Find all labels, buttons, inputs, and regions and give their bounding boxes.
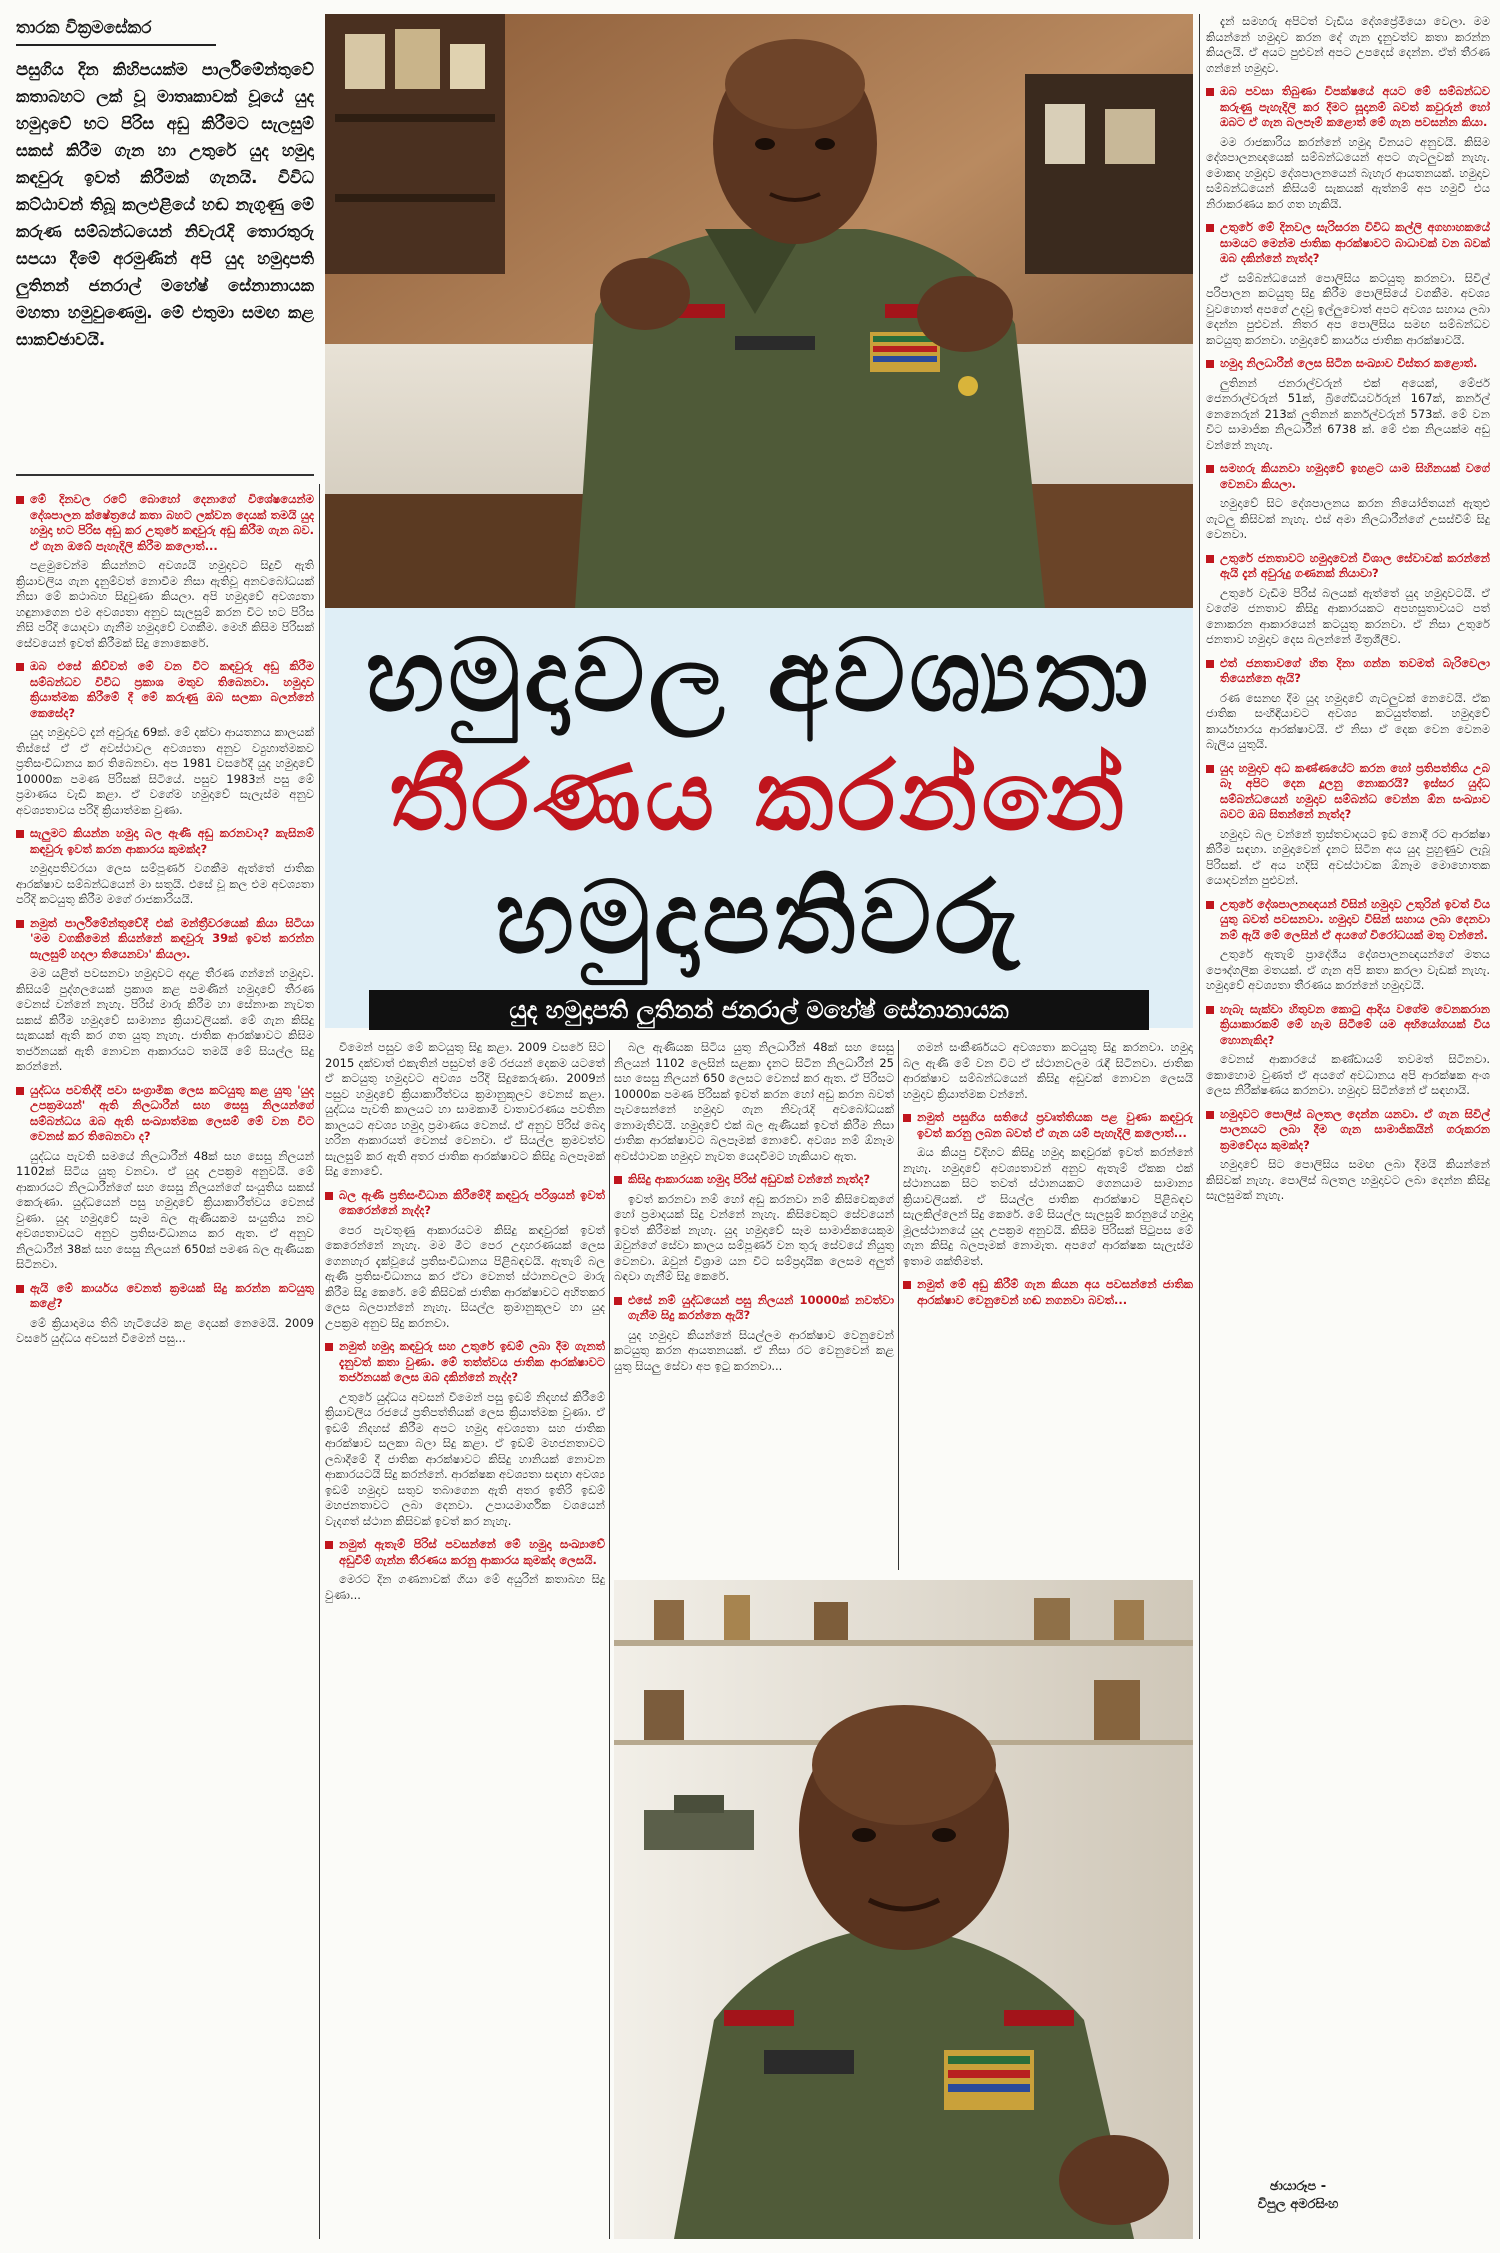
article-column-4 bbox=[903, 1040, 1193, 1570]
answer-paragraph: හමුදාවේ සිට පොලිසිය සමඟ ලබා දීමයි කියන්නේ කිසිවක් නැහැ. පොලිස් බලතල හමුදාවට ලබා දෙන්න කිසිදු සැලසුමක් නැහැ. bbox=[1206, 1157, 1490, 1202]
question-paragraph: නමුත් හමුදා කඳවුරු සහ උතුරේ ඉඩම් ලබා දීම ගැනත් දැනුවත් කතා වුණා. මේ තත්ත්වය ජාතික ආරක්ෂාවට තර්ජනයක් ලෙස ඔබ දකින්නේ නැද්ද? bbox=[325, 1339, 605, 1386]
answer-paragraph: යුද හමුදාව කියන්නේ සියල්ලම ආරක්ෂාව වෙනුවෙන් කටයුතු කරන ආයතනයක්. ඒ නිසා රට වෙනුවෙන් කළ යුතු සියලු සේවා අප ඉටු කරනවා... bbox=[614, 1327, 894, 1373]
answer-paragraph: වීමෙන් පසුව මේ කටයුතු සිදු කළා. 2009 වසරේ සිට 2015 දක්වාත් එකැතින් පසුවත් මේ රජයන් දෙකම යටතේ ඒ කටයුතු හමුදාවට අවශ්‍ය පරිදි සිදුකෙරුණා. 2009න් පසුව හමුදාවේ ක්‍රියාකාරීත්වය ක්‍රමානුකූලව වෙනස් කළා. යුද්ධය පැවති කාලයට හා සාමකාමී වාතාවරණය පවතින කාලයට අවශ්‍ය හමුදා ප්‍රමාණය වෙනස්. ඒ අනුව පිරිස් බෙදා හරින ආකාරයත් වෙනස් වෙනවා. ඒ සියල්ල ක්‍රමවත්ව සැලසුම් කර ඇති අතර ජාතික ආරක්ෂාවට කිසිදු බලපෑමක් සිදු නොවේ. bbox=[325, 1040, 605, 1178]
answer-paragraph: යුද්ධය පැවති සමයේ නිලධාරීන් 48ක් සහ සෙසු නිලයන් 1102ක් සිටිය යුතු වනවා. ඒ යුද උපක්‍රම අනුවයි. මේ ආකාරයට නිලධාරීන්ගේ සහ සෙසු නිලයන්ගේ සංයුතිය සකස් කෙරුණා. යුද්ධයෙන් පසු හමුදාවේ ක්‍රියාකාරීත්වය වෙනස් වුණා. යුද හමුදාවේ සෑම බල ඇණියකම සංයුතිය නව අවශ්‍යතාවයට අනුව ප්‍රතිසංවිධානය කර ඇත. ඒ අනුව නිලධාරීන් 38ක් සහ සෙසු නිලයන් 650ක් පමණ බල ඇණියක සිටිනවා. bbox=[16, 1148, 314, 1271]
headline-line-1: හමුදාවල අවශ්‍යතා bbox=[365, 617, 1153, 734]
question-paragraph: නමුත් පසුගිය සතියේ ප්‍රවෘත්තියක පළ වුණා කඳවුරු ඉවත් කරනු ලබන බවත් ඒ ගැන යම් පැහැදිලි කලොත්... bbox=[903, 1110, 1193, 1141]
answer-paragraph: පළමුවෙන්ම කියන්නට අවශ්‍යයි හමුදාවට සිදුවී ඇති ක්‍රියාවලිය ගැන දැනුම්වත් නොවීම නිසා ඇතිවූ අනවබෝධයක් නිසා මේ කථාබහ සිදුවුණා කියලා. අපි හමුදාවේ අවශ්‍යතා හඳුනාගෙන එම අවශ්‍යතා අනුව සැලසුම් කරන විට භට පිරිස නිසි පරිදි යොදවා ගැනීම හමුදාවේ වගකීම. මෙහි කිසිම පිරිසක් සේවයෙන් ඉවත් කිරීමක් සිදු නොකෙරේ. bbox=[16, 558, 314, 650]
question-paragraph: යුද්ධය පවතිද්දී පවා සංග්‍රාමික ලෙස කටයුතු කළ යුතු 'යුද උපක්‍රමයන්' ඇති නිලධාරීන් සහ සෙසු නිලයන්ගේ සම්බන්ධය ඔබ ඇති සංඛ්‍යාත්මක ලෙසම් මේ වන විට වෙනස් කර තිබෙනවා ද? bbox=[16, 1083, 314, 1145]
answer-paragraph: දැන් සමහරු අපිටත් වැඩිය දේශප්‍රේමියො වෙලා. මම කියන්නේ හමුදාව කරන දේ ගැන දැනුවත්ව කතා කරන්න කියලයි. ඒ අයට පුළුවන් අපට උපදෙස් දෙන්න. ඒත් තීරණ ගන්නේ හමුදාව. bbox=[1206, 14, 1490, 75]
answer-paragraph: මම රාජකාරිය කරන්නේ හමුදා විනයට අනුවයි. කිසිම දේශපාලනඥයෙක් සම්බන්ධයෙන් අපට ගැටලුවක් නැහැ. මොකද හමුදාව දේශපාලනයෙන් බැහැර ආයතනයක්. හමුදාව සම්බන්ධයෙන් කිසියම් සැකයක් ඇත්නම් අප හමුවී එය නිරාකරණය කර ගත හැකියි. bbox=[1206, 134, 1490, 211]
question-paragraph: නමුත් ඇතැම් පිරිස් පවසන්නේ මේ හමුදා සංඛ්‍යාවේ අඩුවීම් ගැන්න තීරණය කරනු ආකාරය කුමක්ද ලෙසයි. bbox=[325, 1537, 605, 1568]
answer-paragraph: ලුතිනන් ජනරාල්වරුන් එක් අයෙක්, මේජර් ජෙනරාල්වරුන් 51ක්, බ්‍රිගේඩියර්වරුන් 167ක්, කර්නල් නෙනෙරුන් 213ක් ලුතිනන් කර්නල්වරුන් 573ක්. මේ වන විට සාමාජික නිලධාරීන් 6738 ක්. මේ එක නිලයක්ම අඩු වන්නේ නැහැ. bbox=[1206, 375, 1490, 452]
question-paragraph: උතුරේ ජනතාවට හමුදාවෙන් විශාල සේවාවක් කරන්නේ ඇයි දැන් අවුරුදු ගණනක් නියාවා? bbox=[1206, 551, 1490, 582]
question-paragraph: මේ දිනවල රටේ බොහෝ දෙනාගේ විශේෂයෙන්ම දේශපාලන ක්ෂේත්‍රයේ කතා බහට ලක්වන දෙයක් තමයි යුද හමුදා භට පිරිස අඩු කර උතුරේ කඳවුරු අඩු කිරීම ගැන බව. ඒ ගැන ඔබේ පැහැදිලි කිරීම කලොත්... bbox=[16, 492, 314, 554]
answer-paragraph: පෙර පැවතුණු ආකාරයටම කිසිදු කඳවුරක් ඉවත් කෙරෙන්නේ නැහැ. මම මීට පෙර උදාහරණයක් ලෙස ගෙනහැර දැක්වූයේ ප්‍රතිසංවිධානය පිළිබඳවයි. ඇතැම් බල ඇණි ප්‍රතිසංවිධානය කර ඒවා වෙනත් ස්ථානවලට මාරු කිරීම සිදු කෙරේ. මේ කිසිවක් ජාතික ආරක්ෂාවට අහිතකර ලෙස බලපාන්නේ නැහැ. සියල්ල ක්‍රමානුකූලව හා යුද උපක්‍රම අනුව සිදු කරනවා. bbox=[325, 1222, 605, 1330]
answer-paragraph: ඒ සම්බන්ධයෙන් පොලිසිය කටයුතු කරනවා. සිවිල් පරිපාලන කටයුතු සිදු කිරීම පොලිසියේ වගකීම. අවශ්‍ය වුවහොත් අපගේ උදවු ඉල්ලුවොත් අපට අවශ්‍ය සහාය ලබා දෙන්න පුළුවන්. නිතර අප පොලිසිය සමඟ සම්බන්ධව කටයුතු කරනවා. හමුදාවේ කාර්යය ජාතික ආරක්ෂාවයි. bbox=[1206, 270, 1490, 347]
question-paragraph: නමුත් මේ අඩු කිරීම් ගැන කියන අය පවසන්නේ ජාතික ආරක්ෂාව වෙනුවෙන් හඬ නගනවා බවත්... bbox=[903, 1277, 1193, 1308]
headline-subtitle: යුද හමුදාපති ලුතිනන් ජනරාල් මහේෂ් සේනානායක bbox=[369, 990, 1149, 1030]
question-paragraph: එසේ නම් යුද්ධයෙන් පසු නිලයන් 10000ක් නවත්වා ගැනීම සිදු කරන්නෙ ඇයි? bbox=[614, 1293, 894, 1324]
headline-line-3: හමුදාපතිවරු bbox=[495, 859, 1023, 976]
answer-paragraph: උතුරේ වැඩිම පිරිස් බලයක් ඇත්තේ යුද හමුදාවටයි. ඒ වගේම ජනතාව කිසිදු ආකාරයකට අපහසුතාවයට පත් නොකරන ආකාරයෙන් කටයුතු කරනවා. ඒ නිසා උතුරේ ජනතාව හමුදාව දෙස බලන්නේ මිත්‍රශීලීව. bbox=[1206, 585, 1490, 646]
answer-paragraph: උතුරේ යුද්ධය අවසන් වීමෙන් පසු ඉඩම් නිදහස් කිරීමේ ක්‍රියාවලිය රජයේ ප්‍රතිපත්තියක් ලෙස ක්‍රියාත්මක වුණා. ඒ ඉඩම් නිදහස් කිරීම අපට හමුදා අවශ්‍යතා සහ ජාතික ආරක්ෂාව සලකා බලා සිදු කළා. ඒ ඉඩම් මහජනතාවට ලබාදීමේ දී ජාතික ආරක්ෂාවට කිසිදු හානියක් නොවන ආකාරයටයි සිදු කරන්නේ. ආරක්ෂක අවශ්‍යතා සඳහා අවශ්‍ය ඉඩම් හමුදාව සතුව තබාගෙන ඇති අතර ඉතිරි ඉඩම් මහජනතාවට ලබා දෙනවා. උපායමාර්ගික වශයෙන් වැදගත් ස්ථාන කිසිවක් ඉවත් කර නැහැ. bbox=[325, 1389, 605, 1528]
answer-paragraph: ඔය කියපු විදිහට කිසිදු හමුදා කඳවුරක් ඉවත් කරන්නේ නැහැ. හමුදාවේ අවශ්‍යතාවන් අනුව ඇතැම් ඒකක එක් ස්ථානයක සිට තවත් ස්ථානයකට ගෙනයාම සාමාන්‍ය ක්‍රියාවලියක්. ඒ සියල්ල ජාතික ආරක්ෂාව පිළිබඳව සැලකිල්ලෙන් සිදු කෙරේ. මේ සියල්ල සැලසුම් කරනුයේ හමුදා මූලස්ථානයේ යුද උපක්‍රම අනුවයි. කිසිම පිරිසක් පිටුපස මේ ගැන කිසිදු බලපෑමක් නොමැත. අපගේ ආරක්ෂක සැලැස්ම ඉතාම ශක්තිමත්. bbox=[903, 1145, 1193, 1268]
answer-paragraph: හමුදාව බල වන්නේ ත්‍රස්තවාදයට ඉඩ නොදී රට ආරක්ෂා කිරීම සඳහා. හමුදාවෙන් දැනට සිටින අය යුද පුහුණුව ලැබූ පිරිසක්. ඒ අය හදිසි අවස්ථාවක ඕනෑම මොහොතක යොදවන්න පුළුවන්. bbox=[1206, 826, 1490, 887]
article-column-1 bbox=[16, 484, 314, 2239]
column-divider-3 bbox=[898, 1040, 899, 1570]
answer-paragraph: ඉවත් කරනවා නම් හෝ අඩු කරනවා නම් කිසිවෙකුගේ හෝ ප්‍රමාදයක් සිදු වන්නේ නැහැ. කිසිවෙකුට සේවයෙන් ඉවත් කිරීමක් නැහැ. යුද හමුදාවේ සෑම සාමාජිකයෙකුම ඔවුන්ගේ සේවා කාලය සම්පූර්ණ වන තුරු සේවයේ නියුතු වෙනවා. ඔවුන් විශ්‍රාම යන විට සම්ප්‍රදායික ලෙසම අලුත් බඳවා ගැනීම් සිදු කෙරේ. bbox=[614, 1191, 894, 1283]
question-paragraph: උතුරේ දේශපාලනඥයන් විසින් හමුදාව උතුරින් ඉවත් විය යුතු බවත් පවසනවා. හමුදාව විසින් සහාය ලබා දෙනවා නම් ඇයි මේ ලෙසින් ඒ අයගේ විරෝධයක් මතු වන්නේ. bbox=[1206, 897, 1490, 944]
answer-paragraph: මෙරට දින ගණනාවක් ගියා මේ අයුරින් කතාබහ සිදු වුණා... bbox=[325, 1572, 605, 1602]
photo-credit-name: විපුල අමරසිංහ bbox=[1257, 2197, 1339, 2212]
answer-paragraph: හමුදාවේ සිට දේශපාලනය කරන නියෝජිතයන් ඇතුළු ගැටලු කිසිවක් නැහැ. එස් අමා නිලධාරීන්ගේ උසස්වීම් සිදු වෙනවා. bbox=[1206, 496, 1490, 541]
question-paragraph: හැබැ සැක්වා හිතුවන කොටු ආදිය වගේම වෙනකරාන ක්‍රියාකාරකම් මේ හැම සිටීමේ යම අභියෝගයක් විය හොනැකිද? bbox=[1206, 1002, 1490, 1049]
answer-paragraph: උතුරේ ඇතැම් ප්‍රාදේශීය දේශපාලනඥයන්ගේ මතය පෞද්ගලික මතයක්. ඒ ගැන අපි කතා කරලා වැඩක් නැහැ. හමුදාවේ අවශ්‍යතා තීරණය කරන්නේ හමුදාවයි. bbox=[1206, 947, 1490, 992]
answer-paragraph: රණ සෙනඟ දීම යුද හමුදාවේ ගැටලුවක් නෙවෙයි. ඒක ජාතික සංහිඳියාවට අවශ්‍ය කටයුත්තක්. හමුදාවේ කාර්යභාරය ආරක්ෂාවයි. ඒ නිසා ඒ දෙක වෙන වෙනම බැලිය යුතුයි. bbox=[1206, 690, 1490, 751]
article-column-5 bbox=[1206, 14, 1490, 2164]
question-paragraph: හමුදා නිලධාරීන් ලෙස සිටින සංඛ්‍යාව විස්තර කළොත්. bbox=[1206, 356, 1490, 372]
officer-closeup-photo bbox=[614, 1580, 1193, 2239]
answer-paragraph: වෙනස් ආකාරයේ කණ්ඩායම් තවමත් සිටිනවා. කොහොම වුණත් ඒ අයගේ අවධානය අපි ආරක්ෂක අංශ ලෙස නිරීක්ෂණය කරනවා. හමුදාව සිටින්නේ ඒ සඳහායි. bbox=[1206, 1052, 1490, 1097]
photo-credit bbox=[1218, 2178, 1378, 2214]
answer-paragraph: මේ ක්‍රියාදාමය තිබ් හැටියේම කළ දෙයක් නෙමෙයි. 2009 වසරේ යුද්ධය අවසන් වීමෙන් පසු... bbox=[16, 1315, 314, 1345]
answer-paragraph: බල ඇණියක සිටිය යුතු නිලධාරීන් 48ක් සහ සෙසු නිලයන් 1102 ලෙසින් සළකා දැනට සිටින නිලධාරීන් 25 සහ සෙසු නිලයන් 650 ලෙසට වෙනස් කර ඇත. ඒ පිරිසට 10000ක පමණ පිරිසක් ඉවත් කරන හෝ අඩු කරන බවත් පැවසෙන්නේ හමුදාව ගැන නිවැරැදි අවබෝධයක් නොමැතිවයි. හමුදාවේ එක් බල ඇණියක් ඉවත් කිරීම නිසා ජාතික ආරක්ෂාවට බලපෑමක් නොවේ. අවශ්‍ය නම් ඕනෑම අවස්ථාවක හමුදාව නැවත යෙදවීමට හැකියාව ඇත. bbox=[614, 1040, 894, 1163]
answer-paragraph: මම යළිත් පවසනවා හමුදාවට අදාළ තීරණ ගන්නේ හමුදාව. කිසියම් පුද්ගලයෙක් ප්‍රකාශ කළ පමණින් හමුදාවේ තීරණ වෙනස් වන්නේ නැහැ. පිරිස් මාරු කිරීම හා සේනාංක නැවත සකස් කිරීම හමුදාවේ සාමාන්‍ය ක්‍රියාවලියක්. මේ ගැන කිසිදු සැකයක් ඇති කර ගත යුතු නැහැ. ජාතික ආරක්ෂාවට කිසිම තර්ජනයක් ඇති නොවන ආකාරයට තමයි මේ සියල්ල සිදු කරන්නේ. bbox=[16, 966, 314, 1073]
question-paragraph: උතුරේ මේ දිනවල සැරිසරන විවිධ කල්ලි අගහාහකයේ සාමයට මෙන්ම ජාතික ආරක්ෂාවට බාධාවක් වන බවක් ඔබ දකින්නේ නැත්ද? bbox=[1206, 220, 1490, 267]
question-paragraph: සැලුමට කියන්න හමුදා බල ඇණි අඩු කරනවාද? කැසිනම් කඳවුරු ඉවත් කරන ආකාරය කුමක්ද? bbox=[16, 826, 314, 857]
question-paragraph: ඇයි මේ කාර්යය වෙනත් ක්‍රමයක් සිදු කරන්න කටයුතු කළේ? bbox=[16, 1281, 314, 1312]
question-paragraph: ඔබ පවසා තිබුණා විපක්ෂයේ අයට මේ සම්බන්ධව කරුණු පැහැදිලි කර දීමට සූදානම් බවත් කවුරුන් හෝ ඔබට ඒ ගැන බලපෑම් කළොත් මේ ගැන පවසන්න කියා. bbox=[1206, 84, 1490, 131]
question-paragraph: එත් ජනතාවගේ හිත දිනා ගන්න තවමත් බැරිවෙලා තියෙන්නෙ ඇයි? bbox=[1206, 656, 1490, 687]
column-divider-2 bbox=[609, 1040, 610, 2239]
question-paragraph: යුද හමුදාව අධ කණ්ණයේට කරන හෝ ප්‍රතිපත්තිය උබ බෑ අපිට දෙන දූලනු නොකරයි? ඉස්සර යුද්ධ සම්බන්ධයෙන් හමුදාව සම්බන්ධ වෙන්න ඕන සංඛ්‍යාව බවට ඔබ සිතන්නේ නැත්ද? bbox=[1206, 761, 1490, 823]
article-column-3 bbox=[614, 1040, 894, 1570]
question-paragraph: කිසිදු ආකාරයක හමුදා පිරිස් අඩුවක් වන්නේ නැත්ද? bbox=[614, 1172, 894, 1188]
question-paragraph: හමුදාවට පොලිස් බලතල දෙන්න යනවා. ඒ ගැන සිවිල් පාලනයට ලබා දීම ගැන සාමාජිකයින් ගරුකරන ක්‍රමවේදය කුමක්ද? bbox=[1206, 1107, 1490, 1154]
question-paragraph: නමුත් පාර්ලිමේන්තුවේදී එක් මන්ත්‍රීවරයෙක් කියා සිටියා 'මම වගකීමෙන් කියන්නේ කඳවුරු 39ක් ඉවත් කරන්න සැලසුම් හදලා තියෙනවා' කියලා. bbox=[16, 916, 314, 963]
top-photo bbox=[325, 14, 1193, 608]
intro-column bbox=[16, 56, 314, 466]
bottom-photo bbox=[614, 1580, 1193, 2239]
question-paragraph: බල ඇණි ප්‍රතිසංවිධාන කිරීමේදී කඳවුරු පරිශ්‍රයන් ඉවත් කෙරෙන්නේ නැද්ද? bbox=[325, 1188, 605, 1219]
intro-paragraph: පසුගිය දින කිහිපයක්ම පාර්ලිමේන්තුවේ කතාබහට ලක් වූ මාතෘකාවක් වූයේ යුද හමුදාවේ භට පිරිස අඩු කිරීමට සැලසුම් සකස් කිරීම ගැන හා උතුරේ යුද හමුදා කඳවුරු ඉවත් කිරීමක් ගැනයි. විවිධ කට්ඨාවන් තිබූ කලඑළියේ හඬ නැගුණු මේ කරුණ සම්බන්ධයෙන් නිවැරැදි තොරතුරු සපයා දීමේ අරමුණින් අපි යුද හමුදාපති ලුතිනන් ජනරාල් මහේෂ් සේනානායක මහතා හමුවුණෙමු. මේ එතුමා සමඟ කළ සාකච්ඡාවයි. bbox=[16, 59, 314, 349]
article-column-2 bbox=[325, 1040, 605, 2239]
answer-paragraph: යුද හමුදාවට දැන් අවුරුදු 69ක්. මේ දක්වා ආයතනය කාලයක් තිස්සේ ඒ ඒ අවස්ථාවල අවශ්‍යතා අනුව ව්‍යුහාත්මකව ප්‍රතිසංවිධානය කර තිබෙනවා. අප 1981 වසරේදී යුද හමුදාවේ 10000ක පමණ පිරිසක් සිටියේ. පසුව 1983න් පසු මේ ප්‍රමාණය වැඩි කළා. ඒ වගේම හමුදාවේ සැලැස්ම අනුව අවශ්‍යතාවය පරිදි ක්‍රියාත්මක වුණා. bbox=[16, 725, 314, 817]
answer-paragraph: ගමන් සංකීර්ණයට අවශ්‍යතා කටයුතු සිදු කරනවා. හමුදා බල ඇණි මේ වන විට ඒ ස්ථානවලම රැඳී සිටිනවා. ජාතික ආරක්ෂාව සම්බන්ධයෙන් කිසිදු අඩුවක් නොවන ලෙසයි හමුදාව ක්‍රියාත්මක වන්නේ. bbox=[903, 1040, 1193, 1101]
officer-portrait-photo bbox=[325, 14, 1193, 608]
intro-divider bbox=[16, 474, 314, 476]
column-divider-4 bbox=[1199, 14, 1200, 2239]
headline-line-2: තීරණය කරන්නේ bbox=[389, 740, 1129, 852]
headline-block bbox=[325, 608, 1193, 1028]
question-paragraph: සමහරු කියනවා හමුදාවේ ඉහළට යාම සිහිනයක් වගේ වෙනවා කියලා. bbox=[1206, 461, 1490, 492]
photo-credit-label: ඡායාරූප - bbox=[1269, 2179, 1327, 2194]
question-paragraph: ඔබ එසේ කිව්වත් මේ වන විට කඳවුරු අඩු කිරීම සම්බන්ධව විවිධ ප්‍රකාශ මතුව තිබෙනවා. හමුදාව ක්‍රියාත්මක කිරීමේ දී මේ කරුණු ඔබ සලකා බලන්නේ කෙසේද? bbox=[16, 659, 314, 721]
byline: තාරක වික්‍රමසේකර bbox=[16, 14, 216, 46]
column-divider-1 bbox=[319, 484, 320, 2239]
answer-paragraph: හමුදාපතිවරයා ලෙස සම්පූර්ණ වගකීම ඇත්තේ ජාතික ආරක්ෂාව සම්බන්ධයෙන් මා සතුයි. එසේ වූ කල එම අවශ්‍යතා පරිදි කටයුතු කිරීම මගේ රාජකාරියයි. bbox=[16, 861, 314, 906]
